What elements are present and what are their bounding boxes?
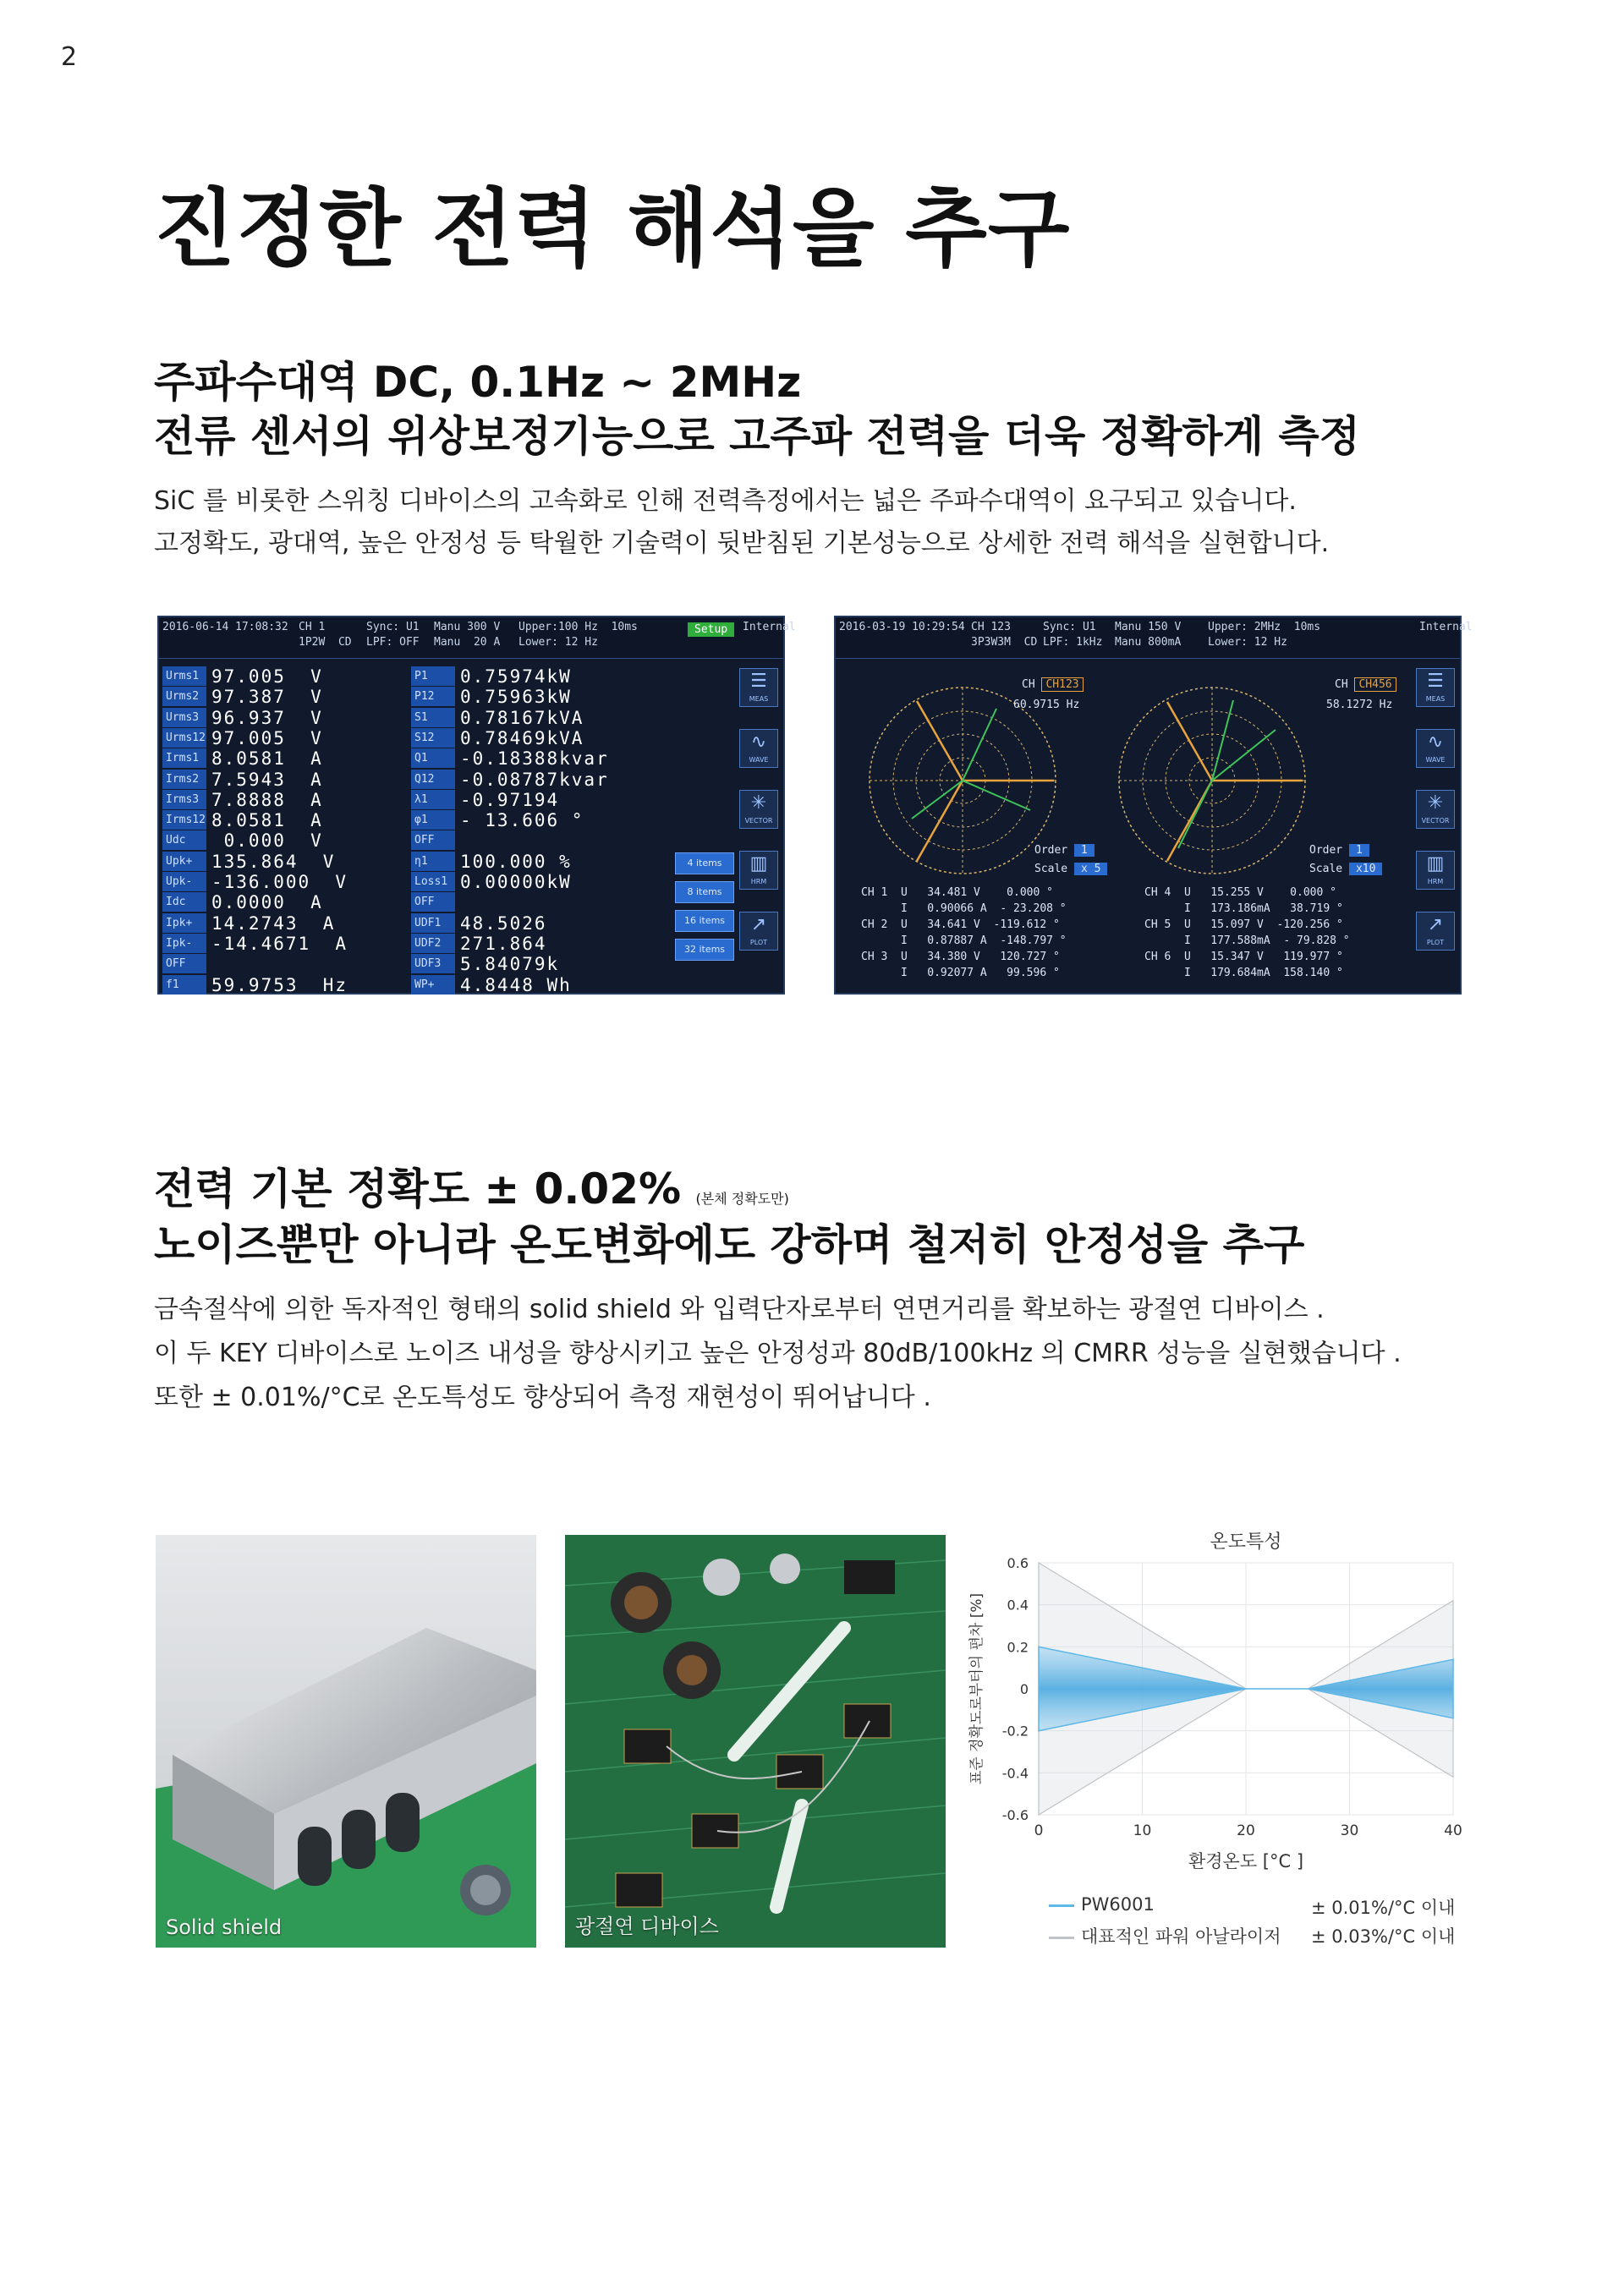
phase-row: CH 3 U 34.380 V 120.727 ° xyxy=(861,951,1060,963)
screen2-header xyxy=(836,617,1473,659)
section1-heading-line1: 주파수대역 DC, 0.1Hz ∼ 2MHz xyxy=(154,358,802,407)
screen1-upper: Upper:100 Hz 10ms xyxy=(518,621,638,633)
right-order-value[interactable]: 1 xyxy=(1349,844,1369,857)
legend-value-pw6001: ± 0.01%/°C 이내 xyxy=(1311,1898,1456,1918)
screen2-timestamp: 2016-03-19 10:29:54 xyxy=(839,621,965,633)
phase-row: I 0.87887 A -148.797 ° xyxy=(861,934,1067,947)
screen1-right-row-label[interactable]: WP+ xyxy=(411,975,455,995)
screen1-header xyxy=(159,617,796,659)
screen1-left-row-label[interactable]: Upk- xyxy=(162,872,206,891)
screen1-mode: 1P2W CD xyxy=(299,636,352,649)
screen1-left-row-value: 135.864 V xyxy=(211,851,336,872)
screen1-right-row-value: -0.97194 xyxy=(460,789,560,810)
temperature-characteristic-chart xyxy=(964,1522,1472,1894)
section2-heading-line1 xyxy=(154,1162,789,1226)
screen1-left-row-value: 59.9753 Hz xyxy=(211,974,348,995)
page-title: 진정한 전력 해석을 추구 xyxy=(154,179,1071,278)
screen1-side-button-icon: ☰ xyxy=(750,671,767,692)
x-tick-label: 20 xyxy=(1237,1822,1255,1839)
screen1-side-button[interactable] xyxy=(739,729,778,768)
legend-swatch-pw6001 xyxy=(1049,1904,1074,1907)
screen2-channel: CH 123 xyxy=(971,621,1011,633)
screen1-right-row xyxy=(411,810,665,831)
legend-value-typical: ± 0.03%/°C 이내 xyxy=(1311,1926,1456,1947)
screen1-timestamp: 2016-06-14 17:08:32 xyxy=(162,621,288,633)
screen1-side-button-label: MEAS xyxy=(749,695,769,703)
screen1-side-button-icon: ✳ xyxy=(750,792,767,814)
legend-item-typical xyxy=(1049,1923,1281,1948)
screen2-range-a: Manu 800mA xyxy=(1115,636,1182,649)
screen1-lpf: LPF: OFF xyxy=(366,636,420,649)
screen1-right-row xyxy=(411,708,665,729)
screen1-left-row-value: -136.000 V xyxy=(211,872,348,892)
screen1-left-row-label[interactable]: Irms3 xyxy=(162,790,206,809)
section2-body-line1: 금속절삭에 의한 독자적인 형태의 solid shield 와 입력단자로부터 연면거리를 확보하는 광절연 디바이스 . xyxy=(154,1295,1325,1324)
screen1-right-row-value: 0.78469kVA xyxy=(460,727,584,748)
left-vector-freq: 60.9715 Hz xyxy=(1013,699,1080,711)
screen1-left-row-label[interactable]: Irms1 xyxy=(162,748,206,768)
screen1-left-row-value: -14.4671 A xyxy=(211,933,348,954)
screen1-left-row xyxy=(162,748,399,770)
y-tick-label: 0.2 xyxy=(1007,1639,1029,1656)
screen1-range-v: Manu 300 V xyxy=(434,621,501,633)
screen2-side-button-label: VECTOR xyxy=(1421,817,1450,825)
screen1-left-row-value: 0.0000 A xyxy=(211,892,323,913)
screen1-range-a: Manu 20 A xyxy=(434,636,501,649)
screen2-side-button[interactable] xyxy=(1416,729,1455,768)
screen1-side-button-label: WAVE xyxy=(749,756,769,764)
screen2-range-v: Manu 150 V xyxy=(1115,621,1182,633)
vector-screenshot xyxy=(834,616,1473,995)
screen1-left-row xyxy=(162,934,399,955)
screen1-left-row-label[interactable]: Urms3 xyxy=(162,708,206,727)
screen1-right-row xyxy=(411,872,665,893)
item-count-button[interactable]: 4 items xyxy=(675,852,734,874)
screen1-side-button-label: VECTOR xyxy=(744,817,773,825)
screen2-side-button-icon: ☰ xyxy=(1427,671,1444,692)
screen1-left-row xyxy=(162,666,399,688)
screen1-side-button[interactable] xyxy=(739,790,778,829)
screen2-side-button-label: WAVE xyxy=(1425,756,1446,764)
screen1-right-row-value: -0.18388kvar xyxy=(460,748,609,770)
screen1-sync: Sync: U1 xyxy=(366,621,420,633)
screen2-side-button-icon: ✳ xyxy=(1427,792,1444,814)
screen1-left-row xyxy=(162,872,399,893)
section2-body-line2: 이 두 KEY 디바이스로 노이즈 내성을 향상시키고 높은 안정성과 80dB/100kHz 의 CMRR 성능을 실현했습니다 . xyxy=(154,1339,1402,1368)
phase-row: I 0.90066 A - 23.208 ° xyxy=(861,902,1067,915)
screen1-right-row-value: - 13.606 ° xyxy=(460,810,584,831)
screen1-left-row-label[interactable]: Udc xyxy=(162,830,206,850)
item-count-button[interactable]: 16 items xyxy=(675,910,734,932)
screen1-right-row-label[interactable]: P12 xyxy=(411,687,455,706)
left-scale-label: Scale xyxy=(1034,863,1068,875)
screen2-side-button-label: MEAS xyxy=(1425,695,1446,703)
screen2-mode: 3P3W3M CD xyxy=(971,636,1038,649)
x-axis-label: 환경온도 [°C ] xyxy=(1188,1851,1304,1871)
screen1-side-button-label: HRM xyxy=(750,878,767,885)
screen1-left-row xyxy=(162,728,399,749)
left-order-value[interactable]: 1 xyxy=(1074,844,1095,857)
screen1-right-row-value: -0.08787kvar xyxy=(460,769,609,790)
solid-shield-caption: Solid shield xyxy=(166,1915,283,1939)
screen2-side-button[interactable] xyxy=(1416,668,1455,707)
section1-body-line1: SiC 를 비롯한 스위칭 디바이스의 고속화로 인해 전력측정에서는 넓은 주파수대역이 요구되고 있습니다. xyxy=(154,486,1297,516)
phase-row: I 179.684mA 158.140 ° xyxy=(1144,967,1343,979)
screen1-right-row-value: 5.84079k xyxy=(460,954,560,975)
solid-shield-illustration xyxy=(156,1535,536,1948)
screen1-left-row-label[interactable]: Urms12 xyxy=(162,728,206,748)
screen2-upper: Upper: 2MHz 10ms xyxy=(1208,621,1321,633)
screen1-right-row-value: 0.00000kW xyxy=(460,872,572,892)
screen1-right-row-label[interactable]: OFF xyxy=(411,892,455,912)
pcb-illustration xyxy=(565,1535,946,1948)
screen1-left-row xyxy=(162,852,399,873)
screen1-right-row-value: 100.000 % xyxy=(460,851,572,872)
right-scale-label: Scale xyxy=(1309,863,1343,875)
y-tick-label: -0.6 xyxy=(1001,1807,1029,1823)
screen1-right-row-label[interactable]: Loss1 xyxy=(411,872,455,891)
right-vector-ch-label: CH xyxy=(1335,678,1348,691)
phase-row: I 177.588mA - 79.828 ° xyxy=(1144,934,1350,947)
screen1-right-row-label[interactable]: Q12 xyxy=(411,770,455,789)
screen1-side-button[interactable] xyxy=(739,851,778,890)
screen1-right-row xyxy=(411,770,665,791)
screen1-left-row xyxy=(162,790,399,811)
x-tick-label: 30 xyxy=(1340,1822,1359,1839)
screen1-right-row-label[interactable]: φ1 xyxy=(411,810,455,830)
screen1-left-row xyxy=(162,830,399,852)
legend-name-pw6001: PW6001 xyxy=(1081,1894,1155,1915)
measurement-screenshot xyxy=(157,616,796,995)
screen1-right-row-value: 4.8448 Wh xyxy=(460,974,572,995)
screen1-right-row-label[interactable]: S12 xyxy=(411,728,455,748)
screen1-right-row-label[interactable]: λ1 xyxy=(411,790,455,809)
screen1-left-row-label[interactable]: OFF xyxy=(162,954,206,973)
screen1-side-button-icon: ↗ xyxy=(750,914,767,935)
right-order-label: Order xyxy=(1309,844,1343,857)
screen1-side-button-label: PLOT xyxy=(749,939,768,946)
screen1-right-row-value: 271.864 xyxy=(460,933,547,954)
screen2-side-button[interactable] xyxy=(1416,912,1455,951)
screen1-left-row-label[interactable]: Upk+ xyxy=(162,852,206,871)
left-scale-value[interactable]: x 5 xyxy=(1074,863,1107,875)
screen1-right-row-value: 0.78167kVA xyxy=(460,707,584,728)
screen1-right-row-label[interactable]: P1 xyxy=(411,666,455,686)
screen1-right-row-label[interactable]: UDF2 xyxy=(411,934,455,953)
legend-item-pw6001 xyxy=(1049,1894,1155,1915)
screen1-left-row-value: 14.2743 A xyxy=(211,912,336,934)
screen1-left-row xyxy=(162,975,399,996)
screen1-right-row-label[interactable]: Q1 xyxy=(411,748,455,768)
screen1-left-row-value: 7.5943 A xyxy=(211,769,323,790)
screen1-side-button-icon: ∿ xyxy=(750,732,767,753)
screen1-right-row xyxy=(411,790,665,811)
right-vector-freq: 58.1272 Hz xyxy=(1326,699,1393,711)
item-count-button[interactable]: 8 items xyxy=(675,881,734,903)
left-vector-ch-label: CH xyxy=(1022,678,1035,691)
screen1-right-row xyxy=(411,913,665,934)
screen2-side-button-icon: ↗ xyxy=(1427,914,1444,935)
screen1-right-row xyxy=(411,666,665,688)
screen2-lpf: LPF: 1kHz xyxy=(1043,636,1103,649)
screen1-right-row-label[interactable]: OFF xyxy=(411,830,455,850)
y-tick-label: -0.2 xyxy=(1001,1723,1029,1740)
section1-heading-line2: 전류 센서의 위상보정기능으로 고주파 전력을 더욱 정확하게 측정 xyxy=(154,412,1360,461)
screen2-side-button[interactable] xyxy=(1416,790,1455,829)
legend-swatch-typical xyxy=(1049,1937,1074,1939)
screen1-right-row xyxy=(411,934,665,955)
screen1-side-button-icon: ▥ xyxy=(749,853,768,874)
screen2-sync: Sync: U1 xyxy=(1043,621,1096,633)
screen1-left-row-value: 7.8888 A xyxy=(211,789,323,810)
section2-body-line3: 또한 ± 0.01%/°C로 온도특성도 향상되어 측정 재현성이 뛰어납니다 . xyxy=(154,1383,931,1412)
right-scale-value[interactable]: x10 xyxy=(1349,863,1382,875)
screen1-left-row xyxy=(162,913,399,934)
screen2-side-button-label: PLOT xyxy=(1426,939,1445,946)
optical-isolation-photo xyxy=(565,1535,946,1948)
screen1-left-row-value: 97.005 V xyxy=(211,727,323,748)
screen1-right-row-value: 48.5026 xyxy=(460,912,547,934)
screen1-right-row-label[interactable]: η1 xyxy=(411,852,455,871)
accuracy-note: (본체 정확도만) xyxy=(695,1191,789,1207)
screen1-side-button[interactable] xyxy=(739,668,778,707)
section2-heading-line1-text: 전력 기본 정확도 ± 0.02% xyxy=(154,1164,682,1214)
screen1-lower: Lower: 12 Hz xyxy=(518,636,598,649)
y-tick-label: -0.4 xyxy=(1001,1765,1029,1782)
screen1-left-row-label[interactable]: Irms12 xyxy=(162,810,206,830)
x-tick-label: 40 xyxy=(1444,1822,1462,1839)
screen1-right-row-value: 0.75974kW xyxy=(460,666,572,687)
screen1-right-row xyxy=(411,892,665,913)
screen1-right-row xyxy=(411,687,665,708)
y-tick-label: 0 xyxy=(1019,1681,1029,1697)
legend-name-typical: 대표적인 파워 아날라이저 xyxy=(1081,1926,1281,1947)
screen1-left-row-label[interactable]: Irms2 xyxy=(162,770,206,789)
screen1-left-row-value: 97.005 V xyxy=(211,666,323,687)
screen1-left-row-value: 0.000 V xyxy=(211,830,323,852)
screen1-right-row-label[interactable]: S1 xyxy=(411,708,455,727)
chart-legend xyxy=(1049,1894,1456,1962)
screen1-left-row-value: 96.937 V xyxy=(211,707,323,728)
screen1-channel: CH 1 xyxy=(299,621,326,633)
screen1-left-row-label[interactable]: Idc xyxy=(162,892,206,912)
y-axis-label: 표준 정확도로부터의 편차 [%] xyxy=(968,1592,985,1785)
screen1-side-button[interactable] xyxy=(739,912,778,951)
screen1-left-row-label[interactable]: Urms1 xyxy=(162,666,206,686)
screen1-left-row-label[interactable]: Urms2 xyxy=(162,687,206,706)
screen1-right-row xyxy=(411,975,665,996)
screen1-left-row-label[interactable]: Ipk+ xyxy=(162,913,206,933)
screen2-side-button-label: HRM xyxy=(1427,878,1444,885)
screen1-left-row xyxy=(162,892,399,913)
screen1-right-row xyxy=(411,852,665,873)
screen1-left-row-value: 8.0581 A xyxy=(211,748,323,770)
optical-isolation-caption: 광절연 디바이스 xyxy=(575,1915,719,1938)
setup-button[interactable]: Setup xyxy=(688,622,734,637)
phase-row: CH 2 U 34.641 V -119.612 ° xyxy=(861,918,1060,931)
screen1-right-row xyxy=(411,728,665,749)
left-order-label: Order xyxy=(1034,844,1068,857)
phase-row: CH 1 U 34.481 V 0.000 ° xyxy=(861,886,1053,899)
screen1-left-row xyxy=(162,770,399,791)
chart-title: 온도특성 xyxy=(1210,1532,1282,1553)
screen1-internal: Internal xyxy=(743,621,796,633)
screen1-left-row xyxy=(162,954,399,975)
screen1-right-row xyxy=(411,954,665,975)
phase-row: CH 4 U 15.255 V 0.000 ° xyxy=(1144,886,1336,899)
x-tick-label: 0 xyxy=(1034,1822,1044,1839)
screen1-left-row xyxy=(162,708,399,729)
screen1-right-row xyxy=(411,748,665,770)
screen2-side-button-icon: ∿ xyxy=(1427,732,1444,753)
phase-row: CH 5 U 15.097 V -120.256 ° xyxy=(1144,918,1343,931)
screen1-left-row xyxy=(162,687,399,708)
screen2-internal: Internal xyxy=(1419,621,1473,633)
polar-plot-right xyxy=(1119,688,1305,874)
screen2-side-button[interactable] xyxy=(1416,851,1455,890)
screen1-right-row-value: 0.75963kW xyxy=(460,687,572,708)
left-vector-ch-select[interactable]: CH123 xyxy=(1041,677,1083,692)
screen1-left-row-value: 97.387 V xyxy=(211,687,323,708)
screen1-right-row-label[interactable]: UDF3 xyxy=(411,954,455,973)
screen2-side-button-icon: ▥ xyxy=(1426,853,1445,874)
y-tick-label: 0.4 xyxy=(1007,1597,1029,1614)
phase-row: I 0.92077 A 99.596 ° xyxy=(861,967,1060,979)
screen1-left-row-value: 8.0581 A xyxy=(211,810,323,831)
page-number: 2 xyxy=(61,42,78,72)
solid-shield-photo xyxy=(156,1535,536,1948)
phase-row: I 173.186mA 38.719 ° xyxy=(1144,902,1343,915)
phase-row: CH 6 U 15.347 V 119.977 ° xyxy=(1144,951,1343,963)
y-tick-label: 0.6 xyxy=(1007,1555,1029,1571)
screen1-left-row-label[interactable]: f1 xyxy=(162,975,206,995)
item-count-button[interactable]: 32 items xyxy=(675,939,734,961)
section2-heading-line2: 노이즈뿐만 아니라 온도변화에도 강하며 철저히 안정성을 추구 xyxy=(154,1220,1305,1269)
right-vector-ch-select[interactable]: CH456 xyxy=(1354,677,1396,692)
screen1-right-row-label[interactable]: UDF1 xyxy=(411,913,455,933)
screen1-left-row xyxy=(162,810,399,831)
polar-plot-left xyxy=(870,688,1056,874)
x-tick-label: 10 xyxy=(1133,1822,1152,1839)
screen1-left-row-label[interactable]: Ipk- xyxy=(162,934,206,953)
screen2-lower: Lower: 12 Hz xyxy=(1208,636,1287,649)
section1-body-line2: 고정확도, 광대역, 높은 안정성 등 탁월한 기술력이 뒷받침된 기본성능으로 상세한 전력 해석을 실현합니다. xyxy=(154,529,1330,558)
screen1-right-row xyxy=(411,830,665,852)
